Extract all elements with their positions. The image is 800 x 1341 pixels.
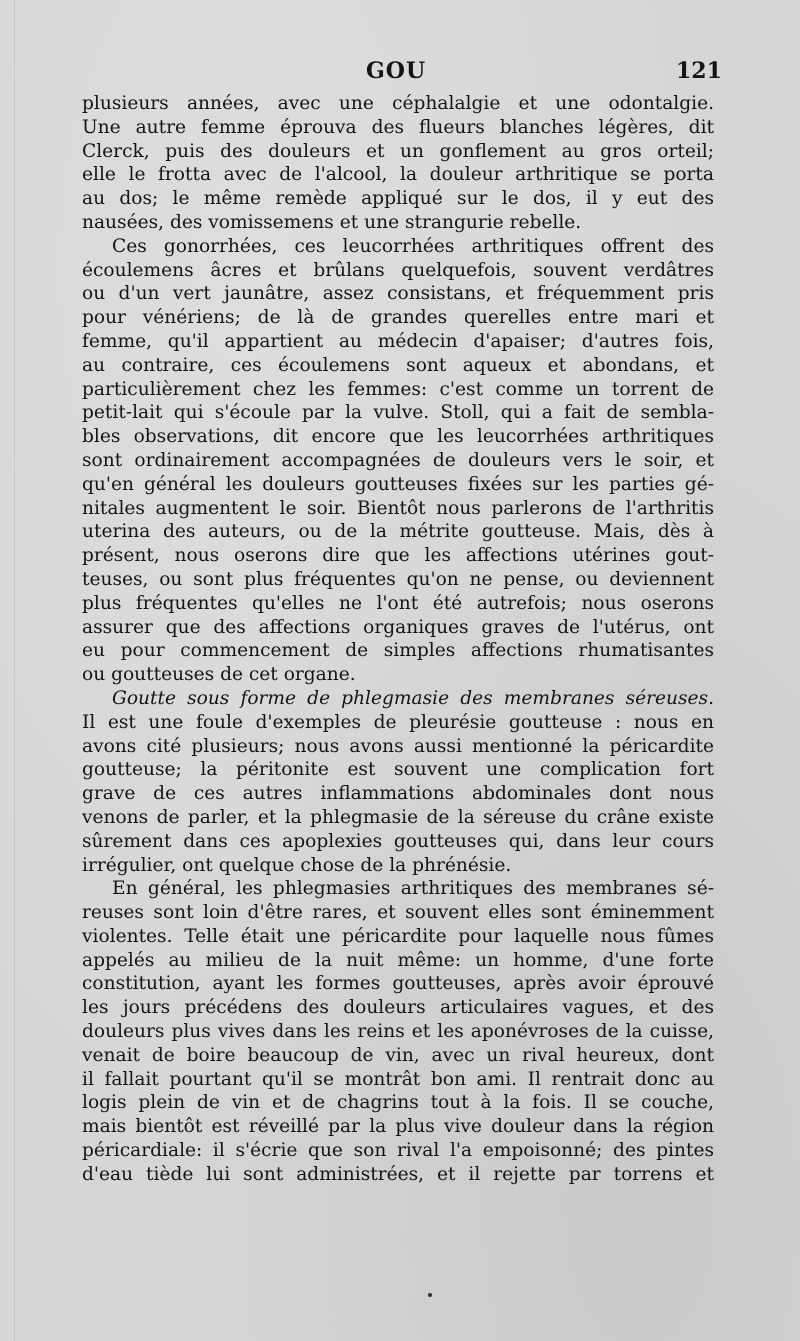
- text-line: d'eau tiède lui sont administrées, et il rejette par torrens et: [82, 1163, 714, 1185]
- text-line: venons de parler, et la phlegmasie de la séreuse du crâne existe: [82, 806, 714, 828]
- section-heading: Goutte sous forme de phlegmasie des membranes séreuses.: [112, 687, 714, 709]
- text-line: grave de ces autres inflammations abdominales dont nous: [82, 783, 714, 805]
- text-line: nausées, des vomissemens et une strangurie rebelle.: [82, 211, 582, 233]
- page-number: 121: [676, 58, 722, 84]
- page-edge-shadow: [14, 0, 15, 1341]
- text-line: Une autre femme éprouva des flueurs blanches légères, dit: [82, 116, 714, 138]
- text-line: teuses, ou sont plus fréquentes qu'on ne pense, ou deviennent: [82, 568, 714, 590]
- text-line: logis plein de vin et de chagrins tout à la fois. Il se couche,: [82, 1092, 714, 1114]
- text-line: bles observations, dit encore que les leucorrhées arthritiques: [82, 426, 714, 448]
- paragraph-first-line: En général, les phlegmasies arthritiques des membranes sé-: [112, 878, 714, 900]
- text-line: appelés au milieu de la nuit même: un homme, d'une forte: [82, 949, 714, 971]
- text-line: qu'en général les douleurs goutteuses fixées sur les parties gé-: [82, 473, 714, 495]
- text-line: péricardiale: il s'écrie que son rival l'a empoisonné; des pintes: [82, 1140, 714, 1162]
- text-line: elle le frotta avec de l'alcool, la douleur arthritique se porta: [82, 164, 714, 186]
- text-line: il fallait pourtant qu'il se montrât bon ami. Il rentrait donc au: [82, 1068, 714, 1090]
- text-line: les jours précédens des douleurs articulaires vagues, et des: [82, 997, 714, 1019]
- running-head: [0, 58, 800, 88]
- ink-speck: [428, 1293, 432, 1297]
- text-line: ou d'un vert jaunâtre, assez consistans, et fréquemment pris: [82, 283, 714, 305]
- text-line: nitales augmentent le soir. Bientôt nous parlerons de l'arthritis: [82, 497, 714, 519]
- text-line: écoulemens âcres et brûlans quelquefois, souvent verdâtres: [82, 259, 714, 281]
- text-line: violentes. Telle était une péricardite pour laquelle nous fûmes: [82, 925, 714, 947]
- body-text: [82, 92, 714, 1187]
- text-line: au contraire, ces écoulemens sont aqueux et abondans, et: [82, 354, 714, 376]
- text-line: ou goutteuses de cet organe.: [82, 664, 356, 686]
- text-line: petit-lait qui s'écoule par la vulve. Stoll, qui a fait de sembla-: [82, 402, 714, 424]
- text-line: reuses sont loin d'être rares, et souvent elles sont éminemment: [82, 902, 714, 924]
- text-line: présent, nous oserons dire que les affections utérines gout-: [82, 545, 714, 567]
- text-line: uterina des auteurs, ou de la métrite goutteuse. Mais, dès à: [82, 521, 714, 543]
- text-line: Il est une foule d'exemples de pleurésie goutteuse : nous en: [82, 711, 714, 733]
- text-line: douleurs plus vives dans les reins et les aponévroses de la cuisse,: [82, 1021, 714, 1043]
- text-line: particulièrement chez les femmes: c'est comme un torrent de: [82, 378, 714, 400]
- text-line: constitution, ayant les formes goutteuses, après avoir éprouvé: [82, 973, 714, 995]
- text-line: plusieurs années, avec une céphalalgie et une odontalgie.: [82, 93, 714, 114]
- text-line: sûrement dans ces apoplexies goutteuses qui, dans leur cours: [82, 830, 714, 852]
- text-line: sont ordinairement accompagnées de douleurs vers le soir, et: [82, 449, 714, 471]
- text-line: au dos; le même remède appliqué sur le dos, il y eut des: [82, 188, 714, 210]
- text-line: goutteuse; la péritonite est souvent une complication fort: [82, 759, 714, 781]
- text-line: Clerck, puis des douleurs et un gonflement au gros orteil;: [82, 140, 714, 162]
- paragraph-first-line: Ces gonorrhées, ces leucorrhées arthritiques offrent des: [112, 235, 714, 257]
- text-line: mais bientôt est réveillé par la plus vive douleur dans la région: [82, 1116, 714, 1138]
- text-line: assurer que des affections organiques graves de l'utérus, ont: [82, 616, 714, 638]
- text-line: pour vénériens; de là de grandes querelles entre mari et: [82, 307, 714, 329]
- text-line: avons cité plusieurs; nous avons aussi mentionné la péricardite: [82, 735, 714, 757]
- text-line: irrégulier, ont quelque chose de la phrénésie.: [82, 854, 512, 876]
- text-line: eu pour commencement de simples affections rhumatisantes: [82, 640, 714, 662]
- text-line: femme, qu'il appartient au médecin d'apaiser; d'autres fois,: [82, 330, 714, 352]
- text-line: plus fréquentes qu'elles ne l'ont été autrefois; nous oserons: [82, 592, 714, 614]
- running-head-title: GOU: [366, 58, 427, 84]
- text-line: venait de boire beaucoup de vin, avec un rival heureux, dont: [82, 1044, 714, 1066]
